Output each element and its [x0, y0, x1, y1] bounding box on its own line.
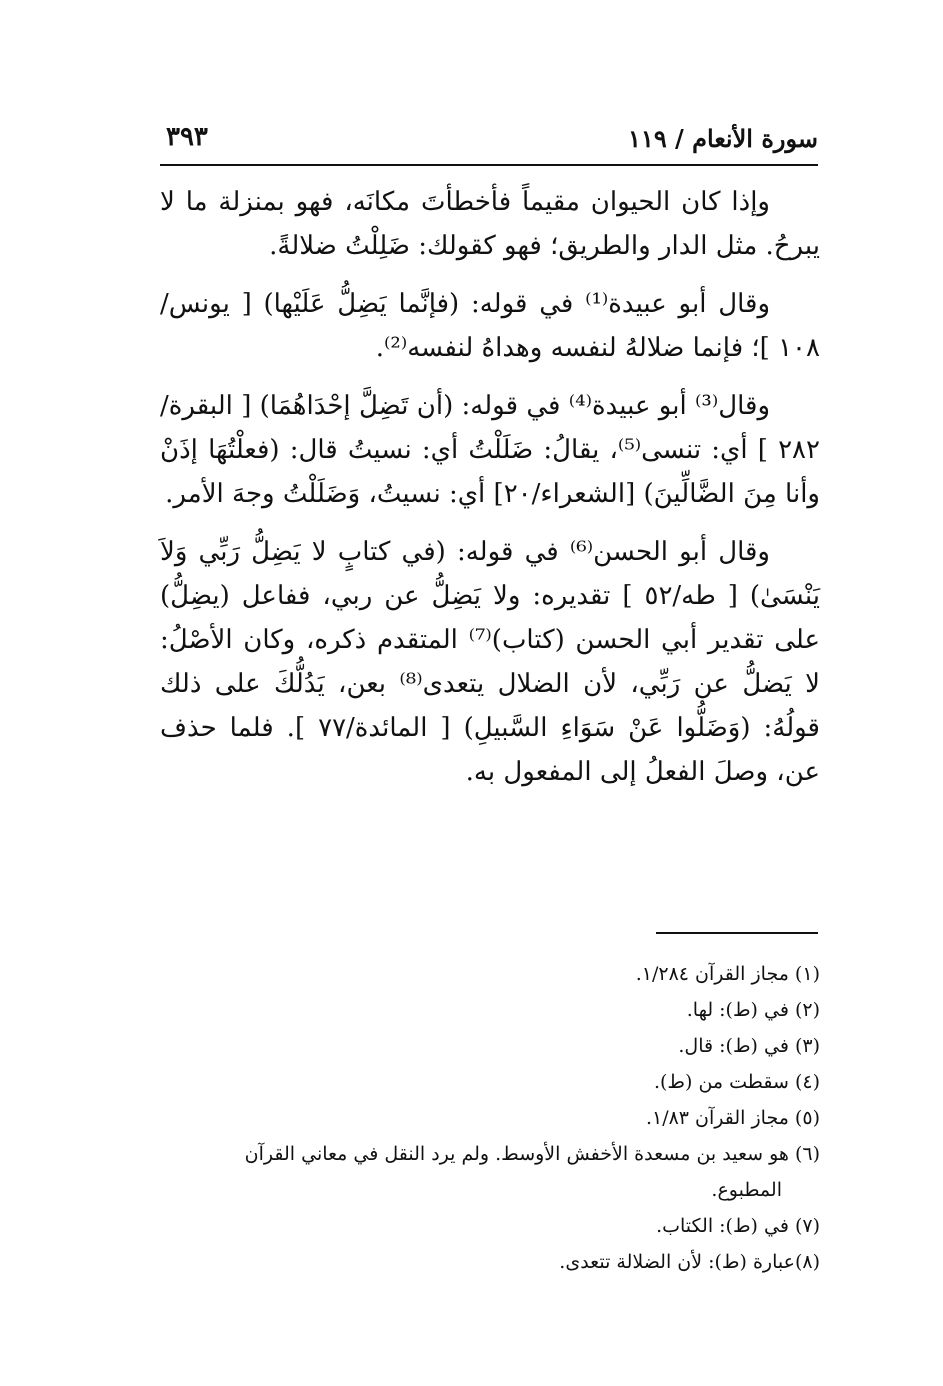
page-header	[160, 122, 818, 166]
footnotes	[150, 956, 820, 1280]
footnote-4: (٤) سقطت من (ط).	[653, 1071, 820, 1093]
footnote-5: (٥) مجاز القرآن ١/٨٣.	[645, 1107, 820, 1129]
footnote-3: (٣) في (ط): قال.	[678, 1035, 820, 1057]
page-number: ٣٩٣	[166, 122, 208, 152]
paragraph-4: وقال أبو الحسن⁽⁶⁾ في قوله: (في كتابٍ لا يَضِلُّ رَبِّي وَلاَ يَنْسَىٰ) [ طه/٥٢ ] تقديره: ولا يَضِلُّ عن ربي، ففاعل (يضِلُّ) على تقدير أبي الحسن (كتاب)⁽⁷⁾ المتقدم ذكره، وكان الأصْلُ: لا يَضلُّ عن رَبِّي، لأن الضلال يتعدى⁽⁸⁾ بعن، يَدُلُّكَ على ذلك قولُهُ: (وَضَلُّوا عَنْ سَوَاءِ السَّبيلِ) [ المائدة/٧٧ ]. فلما حذف عن، وصلَ الفعلُ إلى المفعول به.	[160, 537, 821, 787]
footnote-6-continuation	[150, 1172, 820, 1208]
surah-title: سورة الأنعام / ١١٩	[628, 124, 818, 153]
paragraph-1: وإذا كان الحيوان مقيماً فأخطأتَ مكانَه، فهو بمنزلة ما لا يبرحُ. مثل الدار والطريق؛ فهو كقولك: ضَلِلْتُ ضلالةً.	[160, 187, 820, 261]
footnote-6: (٦) هو سعيد بن مسعدة الأخفش الأوسط. ولم يرد النقل في معاني القرآن	[244, 1143, 820, 1165]
footnote-separator	[656, 932, 818, 934]
footnote-2: (٢) في (ط): لها.	[686, 999, 820, 1021]
paragraph-3: وقال⁽³⁾ أبو عبيدة⁽⁴⁾ في قوله: (أن تَضِلَّ إحْدَاهُمَا) [ البقرة/٢٨٢ ] أي: تنسى⁽⁵⁾، يقالُ: ضَلَلْتُ أي: نسيتُ قال: (فعلْتُهَا إذَنْ وأنا مِنَ الضَّالِّينَ) [الشعراء/٢٠] أي: نسيتُ، وَضَلَلْتُ وجهَ الأمر.	[160, 391, 820, 509]
footnote-1: (١) مجاز القرآن ١/٢٨٤.	[635, 963, 820, 985]
main-text	[160, 180, 820, 808]
paragraph-2: وقال أبو عبيدة⁽¹⁾ في قوله: (فإنَّما يَضِلُّ عَلَيْها) [ يونس/١٠٨ ]؛ فإنما ضلالهُ لنفسه وهداهُ لنفسه⁽²⁾.	[160, 289, 820, 363]
footnote-7: (٧) في (ط): الكتاب.	[656, 1215, 820, 1237]
footnote-8: (٨)عبارة (ط): لأن الضلالة تتعدى.	[559, 1251, 820, 1273]
footnote-6-cont-text: المطبوع.	[711, 1179, 782, 1201]
